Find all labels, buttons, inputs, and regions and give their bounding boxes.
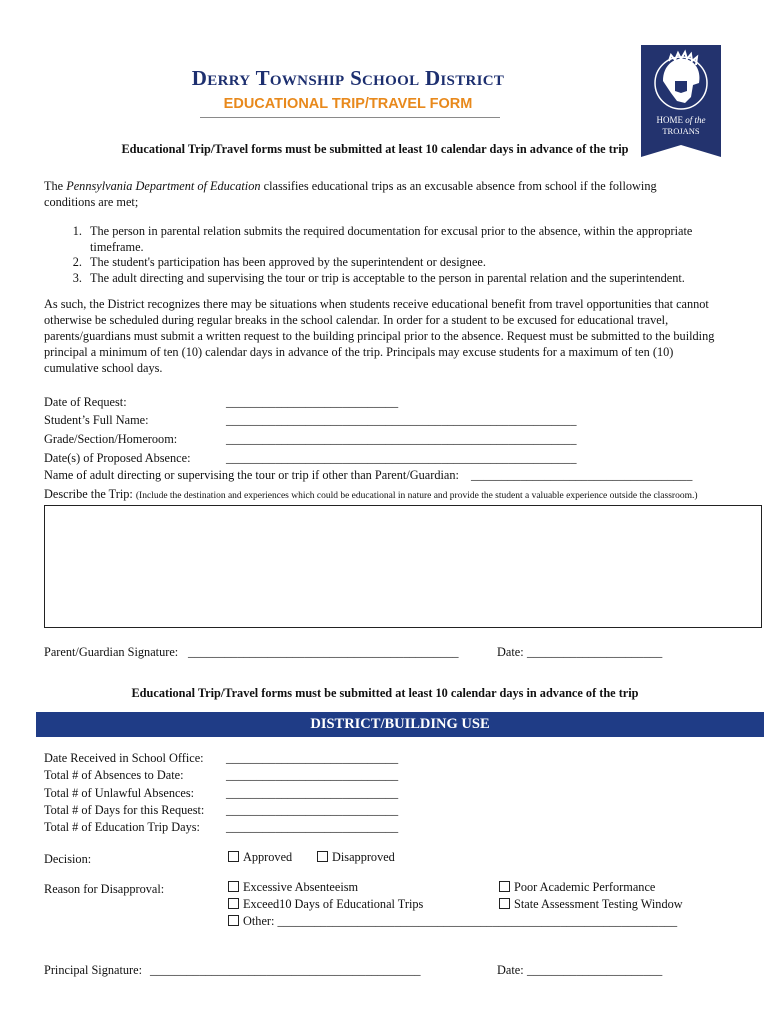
decision-label: Decision:	[44, 852, 92, 866]
parent-signature-label: Parent/Guardian Signature:	[44, 645, 179, 659]
days-request-line[interactable]: ____________________________	[226, 803, 399, 817]
submission-notice-bottom: Educational Trip/Travel forms must be submitted at least 10 calendar days in advance of the trip	[131, 686, 639, 700]
other-line[interactable]: _________________________________________________________________	[277, 914, 678, 928]
disapproved-checkbox[interactable]	[317, 851, 328, 862]
other-checkbox[interactable]	[228, 915, 239, 926]
education-trip-days-label: Total # of Education Trip Days:	[44, 820, 200, 834]
excessive-checkbox[interactable]	[228, 881, 239, 892]
list-item	[44, 255, 744, 271]
describe-trip-note: (Include the destination and experiences which could be educational in nature and provide the student a valuable experience outside the classroom.)	[135, 491, 698, 501]
list-text: The adult directing and supervising the tour or trip is acceptable to the person in parental relation and the superintendent.	[90, 270, 685, 285]
grade-line[interactable]: _________________________________________________________	[226, 432, 577, 446]
logo-home-text: HOME	[656, 115, 683, 125]
list-number: 2.	[72, 255, 82, 269]
describe-trip-row	[44, 486, 698, 504]
approved-label: Approved	[243, 850, 293, 864]
exceed-checkbox[interactable]	[228, 898, 239, 909]
absences-to-date-label: Total # of Absences to Date:	[44, 768, 184, 782]
adult-name-line[interactable]: ____________________________________	[471, 468, 693, 482]
absences-to-date-line[interactable]: ____________________________	[226, 768, 399, 782]
intro-pre: The	[44, 179, 67, 193]
education-trip-days-line[interactable]: ____________________________	[226, 820, 399, 834]
list-text: The person in parental relation submits the required documentation for excusal prior to the absence, within the appropriate timeframe.	[90, 224, 693, 254]
list-number: 1.	[72, 224, 82, 238]
exceed-option[interactable]	[228, 896, 423, 913]
excessive-option[interactable]	[228, 879, 358, 896]
state-assessment-checkbox[interactable]	[499, 898, 510, 909]
district-title: Derry Township School District	[191, 66, 505, 90]
parent-date-label: Date:	[497, 645, 524, 659]
disapproved-option[interactable]	[317, 849, 395, 866]
state-assessment-label: State Assessment Testing Window	[514, 897, 683, 911]
logo-of-text: of the	[685, 115, 706, 125]
unlawful-absences-label: Total # of Unlawful Absences:	[44, 786, 195, 800]
intro-italic: Pennsylvania Department of Education	[66, 179, 261, 193]
poor-academic-label: Poor Academic Performance	[514, 880, 656, 894]
other-option[interactable]	[228, 913, 677, 930]
header-divider	[200, 117, 500, 118]
other-label: Other:	[243, 914, 275, 928]
submission-notice: Educational Trip/Travel forms must be submitted at least 10 calendar days in advance of the trip	[121, 142, 629, 156]
parent-date-line[interactable]: ______________________	[527, 645, 663, 659]
poor-academic-checkbox[interactable]	[499, 881, 510, 892]
dates-absence-label: Date(s) of Proposed Absence:	[44, 451, 191, 465]
exceed-label: Exceed10 Days of Educational Trips	[243, 897, 424, 911]
trip-description-box[interactable]	[44, 505, 762, 628]
intro-paragraph	[44, 178, 684, 210]
student-name-label: Student’s Full Name:	[44, 413, 149, 427]
trojan-helmet-icon	[641, 45, 721, 157]
trojans-logo	[641, 45, 721, 157]
unlawful-absences-line[interactable]: ____________________________	[226, 786, 399, 800]
principal-signature-line[interactable]: ____________________________________________	[150, 963, 421, 977]
date-of-request-line[interactable]: ____________________________	[226, 395, 399, 409]
district-use-heading: DISTRICT/BUILDING USE	[36, 712, 764, 737]
intro-post: classifies educational trips as an excusable absence from school if the following conditions are met;	[44, 179, 657, 209]
approved-checkbox[interactable]	[228, 851, 239, 862]
state-assessment-option[interactable]	[499, 896, 683, 913]
grade-label: Grade/Section/Homeroom:	[44, 432, 178, 446]
dates-absence-line[interactable]: _________________________________________________________	[226, 451, 577, 465]
disapproved-label: Disapproved	[332, 850, 395, 864]
parent-signature-line[interactable]: ____________________________________________	[188, 645, 459, 659]
principal-date-label: Date:	[497, 963, 524, 977]
poor-academic-option[interactable]	[499, 879, 655, 896]
conditions-list	[44, 224, 744, 286]
principal-date-line[interactable]: ______________________	[527, 963, 663, 977]
list-item	[44, 271, 744, 287]
excessive-label: Excessive Absenteeism	[243, 880, 359, 894]
days-request-label: Total # of Days for this Request:	[44, 803, 205, 817]
form-subtitle: EDUCATIONAL TRIP/TRAVEL FORM	[223, 96, 473, 112]
date-of-request-label: Date of Request:	[44, 395, 127, 409]
policy-paragraph: As such, the District recognizes there may be situations when students receive educational benefit from travel opportunities that cannot otherwise be scheduled during regular breaks in the school calendar. In order for a student to be excused for educational travel, parents/guardians must submit a written request to the building principal prior to the absence. Request must be submitted to the building principal a minimum of ten (10) calendar days in advance of the trip. Principals may excuse students for a maximum of ten (10) cumulative school days.	[44, 297, 715, 375]
reason-label: Reason for Disapproval:	[44, 882, 165, 896]
logo-trojans-text: TROJANS	[662, 126, 700, 136]
date-received-line[interactable]: ____________________________	[226, 751, 399, 765]
list-item	[44, 224, 744, 255]
student-name-line[interactable]: _________________________________________________________	[226, 413, 577, 427]
adult-name-label: Name of adult directing or supervising the tour or trip if other than Parent/Guardian:	[44, 468, 459, 482]
date-received-label: Date Received in School Office:	[44, 751, 204, 765]
list-text: The student's participation has been approved by the superintendent or designee.	[90, 255, 486, 269]
list-number: 3.	[72, 270, 82, 285]
date-of-request-row[interactable]	[44, 394, 127, 410]
describe-trip-label: Describe the Trip:	[44, 487, 133, 501]
approved-option[interactable]	[228, 849, 292, 866]
principal-signature-label: Principal Signature:	[44, 963, 143, 977]
